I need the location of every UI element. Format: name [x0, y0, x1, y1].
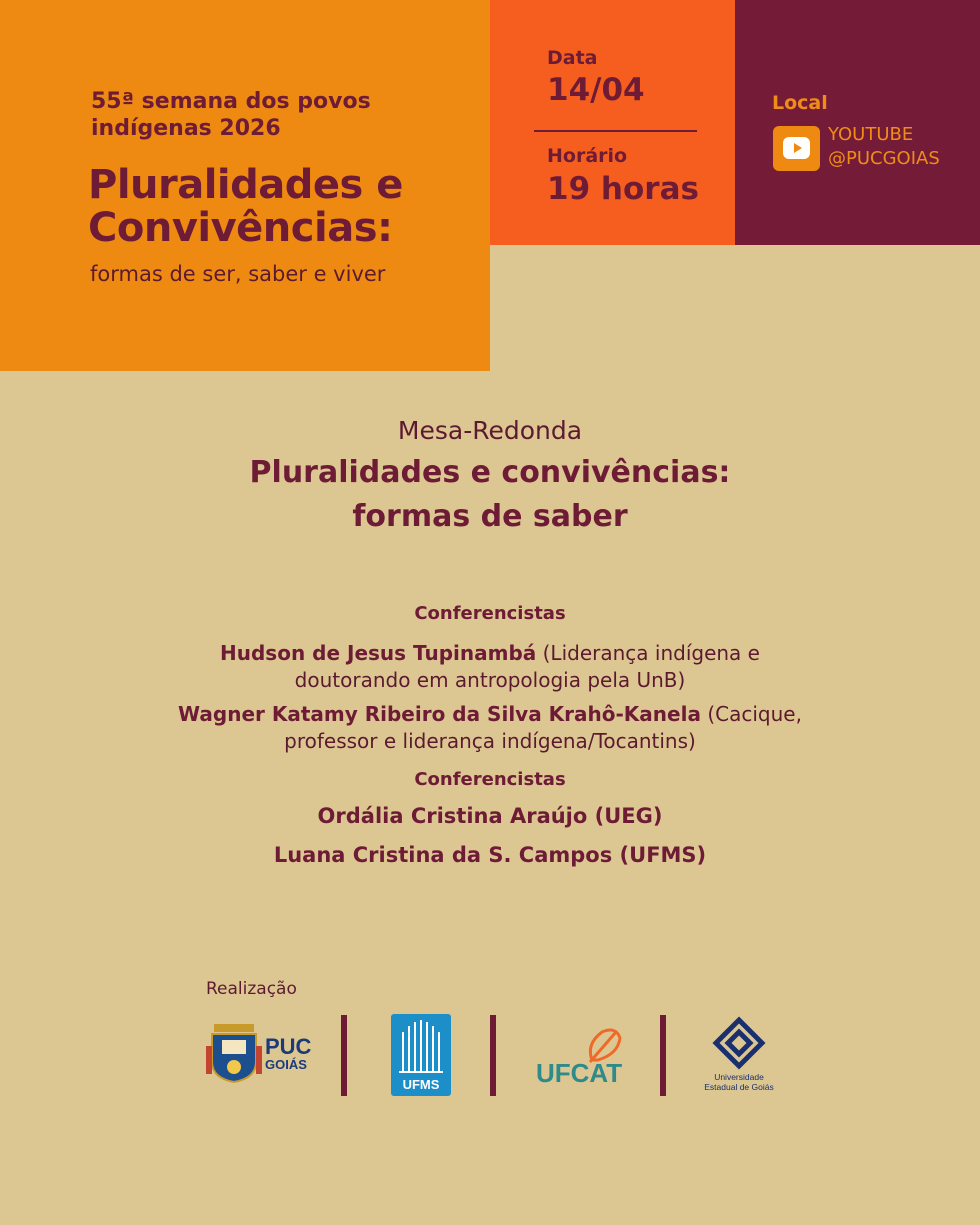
speaker-1	[0, 639, 980, 667]
schedule-panel	[490, 0, 735, 245]
speaker-2-desc-line1: (Cacique,	[700, 702, 802, 726]
speakers2-heading: Conferencistas	[414, 769, 566, 790]
goias-logo-text: GOIÁS	[265, 1057, 307, 1072]
ufms-logo-text: UFMS	[402, 1077, 440, 1092]
logo-divider-2	[490, 1015, 496, 1096]
speaker-1-desc-line1: (Liderança indígena e	[536, 641, 760, 665]
session-type: Mesa-Redonda	[397, 416, 583, 445]
youtube-channel-line1[interactable]: YOUTUBE	[828, 124, 914, 145]
date-value: 14/04	[547, 72, 645, 108]
speaker-2-desc-line2: professor e liderança indígena/Tocantins)	[284, 729, 696, 753]
speaker-4: Luana Cristina da S. Campos (UFMS)	[273, 843, 707, 867]
session-title-line2: formas de saber	[352, 499, 628, 534]
speaker-1-desc-line2: doutorando em antropologia pela UnB)	[294, 668, 686, 692]
time-label: Horário	[547, 145, 628, 167]
ufcat-logo-text: UFCAT	[536, 1058, 623, 1086]
ueg-logo-text-line2: Estadual de Goiás	[704, 1082, 774, 1092]
main-title-line1: Pluralidades e	[88, 162, 403, 208]
logo-divider-3	[660, 1015, 666, 1096]
session-title-line1: Pluralidades e convivências:	[249, 455, 731, 490]
youtube-channel-line2[interactable]: @PUCGOIAS	[828, 148, 940, 169]
speaker-2-name: Wagner Katamy Ribeiro da Silva Krahô-Kanela	[178, 702, 701, 726]
location-label: Local	[772, 92, 828, 114]
youtube-icon[interactable]	[773, 126, 820, 171]
ufcat-logo	[536, 1026, 626, 1086]
ueg-logo	[700, 1016, 780, 1094]
logo-divider-1	[341, 1015, 347, 1096]
main-title-line2: Convivências:	[88, 205, 393, 251]
speaker-2	[0, 700, 980, 728]
ueg-logo-text-line1: Universidade	[714, 1072, 764, 1082]
event-name-line1: 55ª semana dos povos	[91, 89, 371, 114]
organizers-label: Realização	[206, 979, 297, 999]
schedule-divider	[534, 130, 697, 132]
main-subtitle: formas de ser, saber e viver	[90, 262, 386, 286]
puc-goias-logo	[206, 1020, 318, 1086]
speaker-3: Ordália Cristina Araújo (UEG)	[317, 804, 663, 828]
puc-logo-text: PUC	[265, 1034, 312, 1059]
speaker-1-name: Hudson de Jesus Tupinambá	[220, 641, 537, 665]
date-label: Data	[547, 47, 598, 69]
event-name-line2: indígenas 2026	[91, 116, 281, 141]
time-value: 19 horas	[547, 171, 699, 207]
ufms-logo	[391, 1014, 451, 1096]
speakers-heading: Conferencistas	[414, 603, 566, 624]
